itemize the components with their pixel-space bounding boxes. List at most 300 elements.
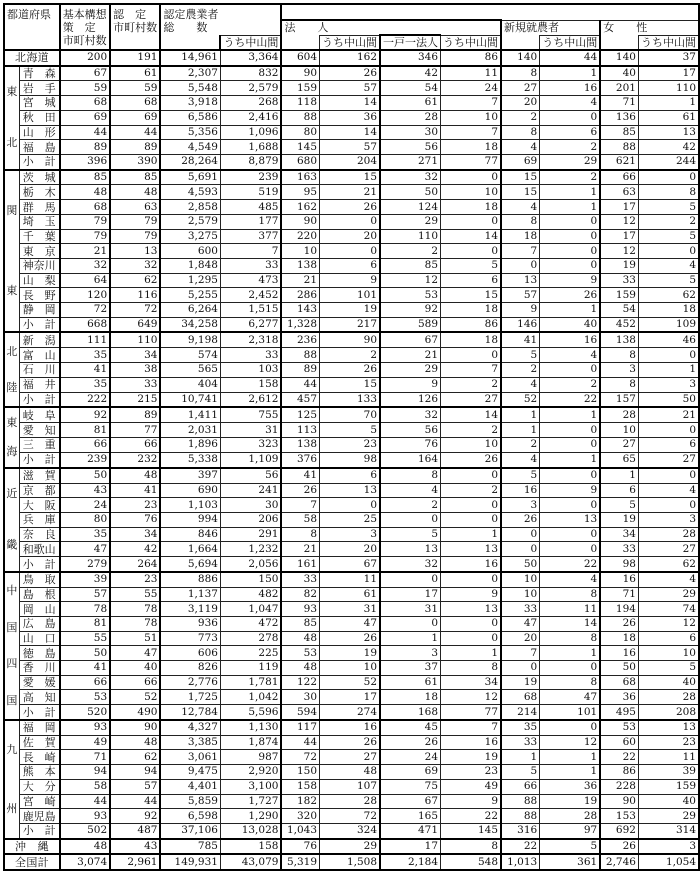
cell-col-2: 47 [110, 646, 160, 661]
cell-col-11: 33 [600, 542, 638, 557]
cell-col-7: 2,184 [380, 854, 441, 870]
cell-col-9: 57 [501, 288, 540, 303]
cell-col-11: 12 [600, 214, 638, 229]
cell-col-1: 66 [60, 438, 110, 453]
cell-col-1: 58 [60, 779, 110, 794]
cell-col-5: 161 [281, 557, 319, 572]
cell-col-12: 74 [638, 602, 699, 617]
cell-col-3: 1,896 [160, 438, 220, 453]
table-row [4, 407, 699, 422]
cell-col-11: 88 [600, 140, 638, 155]
cell-col-2: 116 [110, 288, 160, 303]
cell-col-4: 987 [220, 750, 281, 765]
cell-col-5: 10 [281, 244, 319, 259]
cell-col-1: 79 [60, 214, 110, 229]
cell-col-6: 19 [320, 646, 381, 661]
cell-col-12: 5 [638, 661, 699, 676]
cell-col-3: 9,475 [160, 765, 220, 780]
cell-col-11: 495 [600, 705, 638, 720]
cell-col-9: 88 [501, 809, 540, 824]
cell-col-10: 36 [540, 779, 601, 794]
cell-col-6: 26 [320, 200, 381, 215]
cell-col-5: 48 [281, 661, 319, 676]
cell-col-9: 16 [501, 483, 540, 498]
cell-col-8: 0 [441, 214, 502, 229]
prefecture-name: 鹿児島 [19, 809, 60, 824]
cell-col-3: 1,295 [160, 273, 220, 288]
cell-col-1: 32 [60, 258, 110, 273]
cell-col-3: 2,776 [160, 675, 220, 690]
cell-col-5: 376 [281, 452, 319, 467]
cell-col-10: 5 [540, 839, 601, 855]
cell-col-8: 15 [441, 288, 502, 303]
cell-col-4: 1,047 [220, 602, 281, 617]
prefecture-name: 島根 [19, 587, 60, 602]
cell-col-11: 71 [600, 587, 638, 602]
cell-col-1: 50 [60, 468, 110, 483]
cell-col-3: 600 [160, 244, 220, 259]
prefecture-name: 熊本 [19, 765, 60, 780]
hilly-label: うち中山間 [223, 36, 279, 49]
table-row [4, 602, 699, 617]
cell-col-3: 3,275 [160, 229, 220, 244]
cell-col-2: 85 [110, 170, 160, 185]
cell-col-3: 14,961 [160, 50, 220, 66]
cell-col-10: 0 [540, 362, 601, 377]
cell-col-5: 80 [281, 125, 319, 140]
cell-col-9: 4 [501, 200, 540, 215]
cell-col-6: 31 [320, 602, 381, 617]
cell-col-1: 81 [60, 423, 110, 438]
prefecture-name: 岡山 [19, 602, 60, 617]
cell-col-7: 75 [380, 779, 441, 794]
cell-col-9: 146 [501, 317, 540, 332]
cell-col-1: 67 [60, 66, 110, 81]
cell-col-11: 452 [600, 317, 638, 332]
cell-col-8: 13 [441, 542, 502, 557]
cell-col-8: 0 [441, 170, 502, 185]
cell-col-12: 4 [638, 258, 699, 273]
cell-col-10: 361 [540, 854, 601, 870]
cell-col-1: 64 [60, 273, 110, 288]
cell-col-2: 110 [110, 332, 160, 347]
cell-col-6: 1,508 [320, 854, 381, 870]
cell-col-12: 5 [638, 200, 699, 215]
cell-col-9: 50 [501, 557, 540, 572]
cell-col-12: 3 [638, 839, 699, 855]
cell-col-6: 57 [320, 81, 381, 96]
table-row [4, 125, 699, 140]
cell-col-2: 66 [110, 675, 160, 690]
cell-col-5: 138 [281, 438, 319, 453]
cell-col-1: 68 [60, 200, 110, 215]
cell-col-10: 26 [540, 288, 601, 303]
cell-col-9: 140 [501, 50, 540, 66]
cell-col-3: 2,031 [160, 423, 220, 438]
cell-col-7: 3 [380, 646, 441, 661]
prefecture-name: 山口 [19, 631, 60, 646]
cell-col-12: 18 [638, 302, 699, 317]
cell-col-12: 0 [638, 170, 699, 185]
cell-col-1: 111 [60, 332, 110, 347]
cell-col-1: 59 [60, 81, 110, 96]
cell-col-1: 50 [60, 646, 110, 661]
cell-col-4: 56 [220, 468, 281, 483]
prefecture-name: 大分 [19, 779, 60, 794]
cell-col-12: 21 [638, 407, 699, 422]
cell-col-8: 14 [441, 229, 502, 244]
cell-col-8: 26 [441, 452, 502, 467]
cell-col-8: 9 [441, 794, 502, 809]
cell-col-2: 48 [110, 468, 160, 483]
cell-col-5: 48 [281, 631, 319, 646]
cell-col-8: 0 [441, 348, 502, 363]
cell-col-1: 57 [60, 587, 110, 602]
cell-col-2: 66 [110, 438, 160, 453]
cell-col-5: 182 [281, 794, 319, 809]
cell-col-11: 138 [600, 332, 638, 347]
cell-col-3: 1,848 [160, 258, 220, 273]
okinawa-row [4, 839, 699, 855]
cell-col-12: 0 [638, 348, 699, 363]
cell-col-11: 17 [600, 200, 638, 215]
cell-col-10: 16 [540, 81, 601, 96]
cell-col-2: 32 [110, 258, 160, 273]
cell-col-11: 6 [600, 483, 638, 498]
cell-col-1: 72 [60, 302, 110, 317]
cell-col-8: 18 [441, 200, 502, 215]
cell-col-6: 15 [320, 377, 381, 392]
cell-col-4: 239 [220, 170, 281, 185]
cell-col-4: 1,688 [220, 140, 281, 155]
cell-col-12: 109 [638, 317, 699, 332]
cell-col-4: 241 [220, 483, 281, 498]
cell-col-3: 606 [160, 646, 220, 661]
cell-col-11: 8 [600, 377, 638, 392]
cell-col-3: 5,548 [160, 81, 220, 96]
cell-col-7: 346 [380, 50, 441, 66]
cell-col-8: 18 [441, 302, 502, 317]
cell-col-5: 30 [281, 690, 319, 705]
cell-col-5: 21 [281, 273, 319, 288]
table-row [4, 661, 699, 676]
cell-col-6: 11 [320, 572, 381, 587]
cell-col-1: 3,074 [60, 854, 110, 870]
hilly-label: うち中山間 [640, 36, 696, 49]
cell-col-2: 78 [110, 617, 160, 632]
cell-col-1: 502 [60, 823, 110, 838]
prefecture-name: 宮城 [19, 96, 60, 111]
cell-col-1: 92 [60, 407, 110, 422]
cell-col-12: 2 [638, 214, 699, 229]
header-certified-munis-line2: 市町村数 [113, 21, 158, 34]
cell-col-1: 41 [60, 661, 110, 676]
cell-col-7: 67 [380, 332, 441, 347]
cell-col-3: 2,579 [160, 214, 220, 229]
cell-col-2: 649 [110, 317, 160, 332]
cell-col-1: 200 [60, 50, 110, 66]
cell-col-2: 89 [110, 407, 160, 422]
prefecture-name: 埼玉 [19, 214, 60, 229]
cell-col-3: 4,593 [160, 185, 220, 200]
cell-col-10: 0 [540, 498, 601, 513]
cell-col-7: 50 [380, 185, 441, 200]
cell-col-12: 3 [638, 377, 699, 392]
cell-col-9: 33 [501, 602, 540, 617]
cell-col-12: 40 [638, 794, 699, 809]
cell-col-11: 54 [600, 302, 638, 317]
cell-col-9: 35 [501, 720, 540, 735]
cell-col-1: 85 [60, 170, 110, 185]
cell-col-6: 20 [320, 229, 381, 244]
subtotal-row [4, 705, 699, 720]
cell-col-8: 11 [441, 66, 502, 81]
cell-col-4: 8,879 [220, 155, 281, 170]
prefecture-name: 沖 縄 [4, 839, 60, 855]
cell-col-3: 2,307 [160, 66, 220, 81]
cell-col-2: 42 [110, 542, 160, 557]
cell-col-12: 0 [638, 468, 699, 483]
cell-col-8: 6 [441, 273, 502, 288]
cell-col-12: 62 [638, 288, 699, 303]
table-row [4, 527, 699, 542]
cell-col-3: 6,586 [160, 110, 220, 125]
cell-col-8: 9 [441, 587, 502, 602]
table-row [4, 438, 699, 453]
cell-col-12: 50 [638, 392, 699, 407]
table-row [4, 66, 699, 81]
cell-col-5: 220 [281, 229, 319, 244]
cell-col-7: 0 [380, 512, 441, 527]
cell-col-7: 165 [380, 809, 441, 824]
cell-col-5: 286 [281, 288, 319, 303]
cell-col-7: 9 [380, 377, 441, 392]
cell-col-2: 490 [110, 705, 160, 720]
cell-col-5: 680 [281, 155, 319, 170]
cell-col-5: 5,319 [281, 854, 319, 870]
cell-col-1: 396 [60, 155, 110, 170]
cell-col-5: 85 [281, 617, 319, 632]
cell-col-6: 19 [320, 302, 381, 317]
prefecture-name: 奈良 [19, 527, 60, 542]
cell-col-12: 6 [638, 631, 699, 646]
cell-col-7: 17 [380, 839, 441, 855]
region-label [4, 572, 19, 720]
table-row [4, 690, 699, 705]
cell-col-4: 485 [220, 200, 281, 215]
header-certified-farmers [160, 4, 220, 35]
cell-col-10: 4 [540, 348, 601, 363]
cell-col-12: 110 [638, 81, 699, 96]
cell-col-10: 9 [540, 483, 601, 498]
region-label [4, 170, 19, 333]
prefecture-name: 兵庫 [19, 512, 60, 527]
cell-col-3: 397 [160, 468, 220, 483]
cell-col-10: 16 [540, 332, 601, 347]
header-certified-farmers-blank [160, 35, 220, 50]
cell-col-11: 85 [600, 125, 638, 140]
cell-col-1: 35 [60, 348, 110, 363]
header-prefecture [4, 4, 60, 50]
cell-col-3: 5,356 [160, 125, 220, 140]
cell-col-5: 125 [281, 407, 319, 422]
cell-col-5: 88 [281, 348, 319, 363]
cell-col-8: 7 [441, 720, 502, 735]
cell-col-2: 72 [110, 302, 160, 317]
cell-col-8: 27 [441, 392, 502, 407]
cell-col-4: 1,109 [220, 452, 281, 467]
cell-col-10: 14 [540, 617, 601, 632]
cell-col-7: 92 [380, 302, 441, 317]
cell-col-1: 48 [60, 839, 110, 855]
cell-col-9: 41 [501, 332, 540, 347]
cell-col-11: 19 [600, 258, 638, 273]
cell-col-9: 10 [501, 587, 540, 602]
certified-farmers-by-prefecture-table [3, 3, 700, 871]
cell-col-10: 4 [540, 96, 601, 111]
prefecture-name: 長崎 [19, 750, 60, 765]
cell-col-5: 72 [281, 750, 319, 765]
cell-col-12: 12 [638, 617, 699, 632]
cell-col-4: 519 [220, 185, 281, 200]
cell-col-6: 20 [320, 542, 381, 557]
cell-col-8: 86 [441, 317, 502, 332]
cell-col-9: 20 [501, 96, 540, 111]
cell-col-11: 159 [600, 288, 638, 303]
table-row [4, 81, 699, 96]
cell-col-5: 26 [281, 483, 319, 498]
table-row [4, 809, 699, 824]
cell-col-11: 86 [600, 765, 638, 780]
cell-col-12: 3 [638, 512, 699, 527]
cell-col-4: 6,277 [220, 317, 281, 332]
cell-col-10: 28 [540, 809, 601, 824]
cell-col-2: 264 [110, 557, 160, 572]
cell-col-12: 13 [638, 125, 699, 140]
cell-col-2: 390 [110, 155, 160, 170]
cell-col-8: 49 [441, 779, 502, 794]
cell-col-4: 5,596 [220, 705, 281, 720]
header-new-farmers-blank [501, 35, 540, 50]
cell-col-6: 28 [320, 794, 381, 809]
prefecture-name: 静岡 [19, 302, 60, 317]
cell-col-6: 9 [320, 273, 381, 288]
subtotal-label: 小計 [19, 452, 60, 467]
cell-col-7: 61 [380, 675, 441, 690]
cell-col-4: 150 [220, 572, 281, 587]
cell-col-10: 4 [540, 572, 601, 587]
prefecture-name: 宮崎 [19, 794, 60, 809]
cell-col-12: 8 [638, 185, 699, 200]
region-label-char: 畿 [6, 538, 18, 552]
prefecture-name: 福井 [19, 377, 60, 392]
cell-col-1: 120 [60, 288, 110, 303]
cell-col-9: 10 [501, 572, 540, 587]
cell-col-5: 33 [281, 572, 319, 587]
cell-col-1: 94 [60, 765, 110, 780]
cell-col-7: 32 [380, 407, 441, 422]
table-row [4, 229, 699, 244]
cell-col-9: 3 [501, 498, 540, 513]
cell-col-3: 6,598 [160, 809, 220, 824]
cell-col-6: 2 [320, 348, 381, 363]
table-row [4, 140, 699, 155]
region-label-char: 海 [6, 445, 18, 459]
cell-col-1: 520 [60, 705, 110, 720]
header-prefecture-label: 都道府県 [7, 8, 51, 21]
cell-col-5: 117 [281, 720, 319, 735]
cell-col-11: 18 [600, 631, 638, 646]
cell-col-11: 3 [600, 362, 638, 377]
region-label-char: 九 [6, 743, 18, 757]
region-label-char: 北 [6, 344, 18, 358]
cell-col-12: 159 [638, 779, 699, 794]
region-label-char: 四 [6, 657, 18, 671]
cell-col-7: 8 [380, 468, 441, 483]
cell-col-2: 63 [110, 200, 160, 215]
cell-col-4: 206 [220, 512, 281, 527]
cell-col-9: 27 [501, 81, 540, 96]
cell-col-11: 33 [600, 273, 638, 288]
cell-col-12: 61 [638, 110, 699, 125]
cell-col-8: 7 [441, 362, 502, 377]
cell-col-2: 55 [110, 587, 160, 602]
cell-col-6: 107 [320, 779, 381, 794]
cell-col-8: 77 [441, 155, 502, 170]
cell-col-4: 1,232 [220, 542, 281, 557]
region-label-char: 北 [6, 136, 18, 150]
cell-col-10: 1 [540, 185, 601, 200]
cell-col-4: 30 [220, 498, 281, 513]
cell-col-8: 18 [441, 332, 502, 347]
header-basic-plan-line1: 基本構想 [62, 8, 107, 21]
cell-col-9: 2 [501, 362, 540, 377]
cell-col-2: 94 [110, 765, 160, 780]
cell-col-3: 37,106 [160, 823, 220, 838]
cell-col-7: 21 [380, 348, 441, 363]
cell-col-11: 16 [600, 646, 638, 661]
cell-col-10: 22 [540, 392, 601, 407]
cell-col-12: 244 [638, 155, 699, 170]
cell-col-10: 1 [540, 200, 601, 215]
cell-col-3: 5,691 [160, 170, 220, 185]
cell-col-3: 1,725 [160, 690, 220, 705]
cell-col-7: 76 [380, 438, 441, 453]
cell-col-6: 29 [320, 839, 381, 855]
cell-col-6: 26 [320, 735, 381, 750]
header-women-blank [600, 35, 638, 50]
cell-col-9: 8 [501, 214, 540, 229]
subtotal-label: 小計 [19, 705, 60, 720]
cell-col-5: 8 [281, 527, 319, 542]
cell-col-2: 33 [110, 377, 160, 392]
cell-col-1: 66 [60, 675, 110, 690]
cell-col-1: 89 [60, 140, 110, 155]
cell-col-6: 36 [320, 110, 381, 125]
cell-col-6: 26 [320, 362, 381, 377]
cell-col-5: 162 [281, 200, 319, 215]
cell-col-3: 4,549 [160, 140, 220, 155]
header-certified-farmers-line2: 総 数 [163, 21, 208, 34]
hilly-label: うち中山間 [443, 36, 499, 49]
cell-col-9: 214 [501, 705, 540, 720]
cell-col-10: 8 [540, 675, 601, 690]
cell-col-11: 71 [600, 96, 638, 111]
cell-col-11: 1 [600, 468, 638, 483]
cell-col-3: 5,859 [160, 794, 220, 809]
cell-col-6: 26 [320, 66, 381, 81]
cell-col-11: 17 [600, 229, 638, 244]
